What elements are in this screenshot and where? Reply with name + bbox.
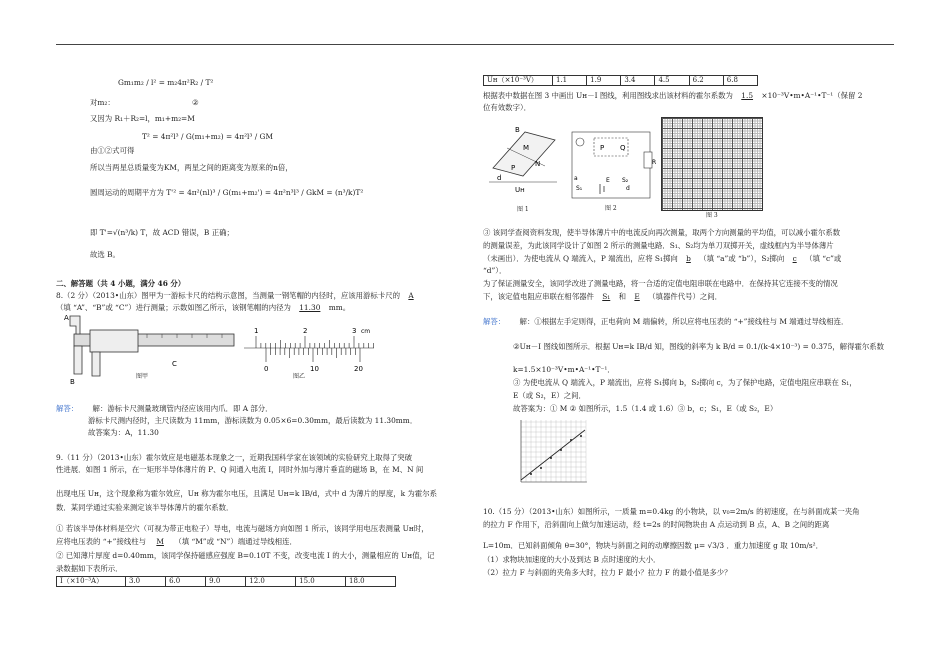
svg-text:d: d: [626, 185, 630, 192]
r-answer-s1: S₁: [602, 292, 611, 301]
fig-yi-caption: 图乙: [293, 373, 306, 380]
vernier-label-10: 10: [310, 365, 319, 373]
header-rule: [56, 44, 894, 45]
q10-sub2: （2）拉力 F 与斜面的夹角多大时，拉力 F 最小？拉力 F 的最小值是多少？: [483, 568, 732, 577]
line-period: 圆周运动的周期平方为 T'² = 4π²(nl)³ / G(m₁+m₂') = 4π²n³l³ / GkM = (n³/k)T²: [90, 188, 364, 197]
eq-number-2: ②: [192, 98, 199, 107]
r-answer-b: b: [686, 254, 691, 263]
r-line1b-text: ×10⁻³V•m•A⁻¹•T⁻¹（保留 2: [761, 91, 863, 100]
q8-answer-a: A: [408, 291, 414, 300]
hall-plate-figure: [485, 118, 565, 208]
q9-line4: 数．某同学通过实验来测定该半导体薄片的霍尔系数．: [56, 503, 234, 512]
ruler-label-2: 2: [303, 327, 308, 335]
line-r: 又因为 R₁＋R₂=l，m₁+m₂=M: [90, 114, 195, 123]
fig-jia-caption: 图甲: [136, 373, 149, 380]
q10-line3: L=10m．已知斜面倾角 θ=30°，物块与斜面之间的动摩擦因数 μ= √3/3 ．重力加速度 g 取 10m/s²．: [483, 541, 824, 550]
eq-t-squared: T² = 4π²l³ / G(m₁+m₂) = 4π²l³ / GM: [142, 132, 274, 141]
q8-text2: （填 “A”、“B”或 “C”）进行测量；示数如图乙所示，该钢笔帽的内径为: [56, 303, 291, 312]
q8-sol1: 解：游标卡尺测量玻璃管内径应该用内爪．即 A 部分．: [92, 404, 273, 413]
eq-prefix: 对m₂：: [90, 98, 115, 107]
svg-text:a: a: [574, 175, 578, 182]
r-sol-line2: ②Uн－I 图线如图所示．根据 Uн=k IB/d 知，图线的斜率为 k B/d = 0.1/(k·4×10⁻³) = 0.375，解得霍尔系数: [513, 342, 885, 351]
svg-text:E: E: [606, 177, 610, 184]
table-cell: 1.1: [553, 76, 587, 86]
r-line8c: （填器件代号）之间．: [648, 292, 723, 301]
r-line3: ③ 该同学查阅资料发现，使半导体薄片中的电流反向再次测量，取两个方向测量的平均值，可以减小霍尔系数: [483, 228, 841, 237]
r-line5: [483, 254, 841, 263]
q8-line1: [56, 291, 420, 300]
eq-gravitation: Gm₁m₂ / l² = m₂4π²R₂ / T²: [118, 78, 214, 87]
q8-text1: 8.（2 分）（2013•山东）图甲为一游标卡尺的结构示意图，当测量一钢笔帽的内径时，应该用游标卡尺的: [56, 291, 400, 300]
q8-sol2: 游标卡尺测内径时，主尺读数为 11mm，游标读数为 0.05×6=0.30mm，最后读数为 11.30mm．: [88, 416, 418, 425]
svg-text:P: P: [600, 144, 605, 152]
svg-text:A: A: [64, 314, 69, 322]
q8-unit: mm。: [328, 303, 351, 312]
vernier-figure: [244, 326, 374, 374]
q9-line1: 9.（11 分）（2013•山东）霍尔效应是电磁基本现象之一，近期我国科学家在该领域的实验研究上取得了突破: [56, 453, 413, 462]
table-cell: 6.0: [166, 577, 206, 587]
svg-text:M: M: [523, 144, 530, 152]
q8-solution-line1: [56, 404, 273, 413]
q10-line2: 的拉力 F 作用下，沿斜面向上做匀加速运动，经 t=2s 的时间物块由 A 点运动到 B 点，A、B 之间的距离: [483, 520, 830, 529]
r-sol-line1: 解：①根据左手定则得，正电荷向 M 端偏转，所以应将电压表的 “+”接线柱与 M 端通过导线相连．: [519, 317, 849, 326]
r-line8b: 和: [618, 292, 627, 301]
svg-text:P: P: [511, 164, 516, 172]
table-header-i: I（×10⁻³A）: [57, 577, 126, 587]
q8-jie-label: 解答：: [56, 404, 79, 413]
r-answer-k: 1.5: [741, 91, 754, 100]
q9-line2: 性进展．如图 1 所示，在一矩形半导体薄片的 P、Q 间通入电流 I，同时外加与薄片垂直的磁场 B，在 M、N 间: [56, 465, 424, 474]
current-table: [56, 576, 396, 587]
table-cell: 15.0: [296, 577, 346, 587]
r-line5a: （未画出）．为使电流从 Q 端流入，P 端流出，应将 S₁掷向: [483, 254, 678, 263]
svg-text:Q: Q: [620, 144, 626, 152]
r-sol-line5: E（或 S₂，E）之间．: [513, 391, 586, 400]
section-heading: 二、解答题（共 4 小题，满分 46 分）: [56, 279, 186, 288]
graph-paper-figure: [661, 117, 763, 211]
answer-b: 故选 B。: [90, 250, 120, 259]
table-row: [484, 76, 758, 86]
q8-answer-value: 11.30: [299, 303, 321, 312]
table-cell: 6.2: [689, 76, 723, 86]
r-sol-line6: 故答案为：① M ② 如图所示，1.5（1.4 或 1.6）③ b，c；S₁，E（或 S₂，E）: [513, 404, 778, 413]
q10-line1: 10.（15 分）（2013•山东）如图所示，一质量 m=0.4kg 的小物块，以 v₀=2m/s 的初速度，在与斜面成某一夹角: [483, 507, 860, 516]
q9-sub1c-text: （填 “M”或 “N”）端通过导线相连．: [174, 537, 297, 546]
r-sol-line3: k=1.5×10⁻³V•m•A⁻¹•T⁻¹．: [513, 365, 615, 374]
q9-line3: 出现电压 Uн，这个现象称为霍尔效应，Uн 称为霍尔电压，且满足 Uн=k IB/d，式中 d 为薄片的厚度，k 为霍尔系: [56, 489, 437, 498]
r-line4: 的测量误差，为此该同学设计了如图 2 所示的测量电路．S₁、S₂均为单刀双掷开关，虚线框内为半导体薄片: [483, 241, 834, 250]
table-cell: 4.5: [655, 76, 689, 86]
r-line5b: （填 “a”或 “b”），S₂掷向: [699, 254, 785, 263]
q10-sub1: （1）求物块加速度的大小及到达 B 点时速度的大小．: [483, 555, 661, 564]
q8-sol3: 故答案为：A，11.30: [88, 428, 159, 437]
table-cell: 3.0: [126, 577, 166, 587]
r-line8a: 下，该定值电阻应串联在相邻器件: [483, 292, 594, 301]
svg-text:S₁: S₁: [576, 185, 583, 192]
table-cell: 1.9: [587, 76, 621, 86]
ruler-label-3: 3: [352, 327, 357, 335]
voltage-table: [483, 75, 758, 86]
line-mass: 所以当两星总质量变为KM，两星之间的距离变为原来的n倍，: [90, 163, 293, 172]
vernier-label-0: 0: [264, 365, 269, 373]
svg-text:Uн: Uн: [515, 186, 525, 194]
table-row: [57, 577, 396, 587]
ruler-label-1: 1: [254, 327, 259, 335]
fig3-caption: 图 3: [706, 212, 718, 219]
r-line8: [483, 292, 722, 301]
r-answer-e: E: [634, 292, 640, 301]
r-line1-text: 根据表中数据在图 3 中画出 Uн－I 图线，利用图线求出该材料的霍尔系数为: [483, 91, 733, 100]
svg-text:N: N: [535, 160, 541, 168]
q9-sub2b: 录数据如下表所示．: [56, 564, 123, 573]
svg-text:B: B: [515, 126, 520, 134]
r-line5c: （填 “c”或: [805, 254, 842, 263]
svg-text:B: B: [70, 378, 75, 386]
r-line7: 为了保证测量安全，该同学改进了测量电路，将一合适的定值电阻串联在电路中．在保持其它连接不变的情况: [483, 279, 838, 288]
table-cell: 6.8: [723, 76, 757, 86]
svg-text:C: C: [172, 360, 177, 368]
circuit-figure: [566, 124, 660, 204]
q9-sub2a: ② 已知薄片厚度 d=0.40mm，该同学保持磁感应强度 B=0.10T 不变，改变电流 I 的大小，测量相应的 Uн值，记: [56, 551, 435, 560]
line-t-result: 即 T'=√(n³/k) T，故 ACD 错误，B 正确；: [90, 228, 234, 237]
table-cell: 12.0: [246, 577, 296, 587]
r-solution-line1: [483, 317, 848, 326]
solution-graph: [513, 416, 591, 490]
caliper-figure: [62, 312, 240, 386]
table-cell: 3.4: [621, 76, 655, 86]
q8-line2: [56, 303, 350, 312]
r-jie-label: 解答：: [483, 317, 506, 326]
r-line2: 位有效数字）．: [483, 103, 532, 112]
table-cell: 18.0: [346, 577, 396, 587]
vernier-label-20: 20: [354, 365, 363, 373]
q9-sub1b-text: 应将电压表的 “+”接线柱与: [56, 537, 147, 546]
r-answer-c: c: [792, 254, 797, 263]
r-sol-line4: ③ 为使电流从 Q 端流入，P 端流出，应将 S₁掷向 b，S₂掷向 c，为了保护电路，定值电阻应串联在 S₁，: [513, 378, 857, 387]
svg-text:S₂: S₂: [622, 177, 629, 184]
svg-text:d: d: [497, 174, 502, 182]
table-header-u: Uн（×10⁻³V）: [484, 76, 553, 86]
table-cell: 9.0: [206, 577, 246, 587]
r-line1: [483, 91, 863, 100]
line-from12: 由①②式可得: [90, 146, 135, 155]
fig1-caption: 图 1: [517, 206, 529, 213]
r-line6: “d”）．: [483, 266, 507, 275]
ruler-label-cm: cm: [361, 328, 371, 335]
svg-text:R: R: [652, 159, 657, 166]
q9-answer-m: M: [156, 537, 164, 546]
q9-sub1a: ① 若该半导体材料是空穴（可视为带正电粒子）导电，电流与磁场方向如图 1 所示，该同学用电压表测量 Uн时，: [56, 524, 429, 533]
fig2-caption: 图 2: [605, 205, 617, 212]
q9-sub1b: [56, 537, 297, 546]
